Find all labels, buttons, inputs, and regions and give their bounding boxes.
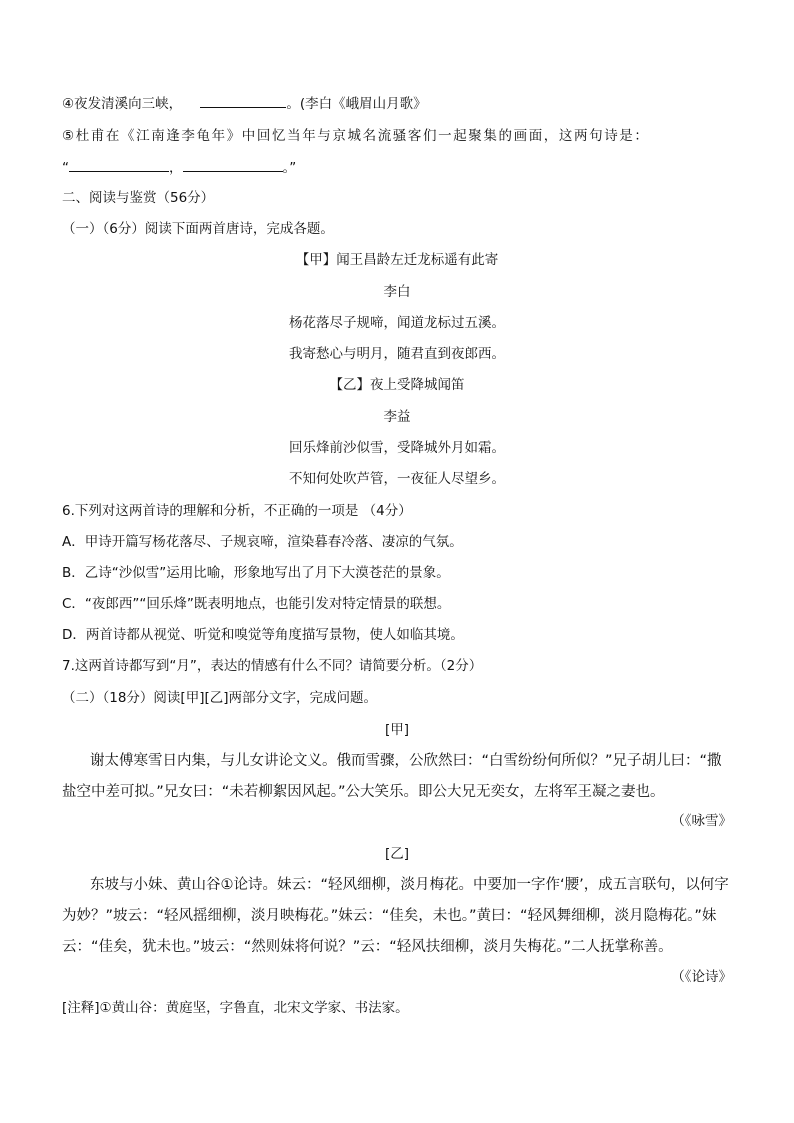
part2-intro: （二）（18分）阅读[甲][乙]两部分文字，完成问题。: [62, 690, 377, 706]
part1-intro: （一）（6分）阅读下面两首唐诗，完成各题。: [62, 221, 334, 237]
section-title: 二、阅读与鉴赏（56分）: [62, 190, 215, 206]
poem-jia-title: 【甲】闻王昌龄左迁龙标遥有此寄: [295, 252, 499, 268]
option-d[interactable]: D．两首诗都从视觉、听觉和嗅觉等角度描写景物，使人如临其境。: [62, 627, 464, 643]
q4-suffix: 。(李白《峨眉山月歌》: [286, 96, 427, 112]
poem-yi-line: 回乐烽前沙似雪，受降城外月如霜。: [289, 440, 505, 456]
option-c[interactable]: C．“夜郎西”“回乐烽”既表明地点，也能引发对特定情景的联想。: [62, 596, 451, 612]
text-jia-source: （《咏雪》: [671, 813, 732, 829]
poem-yi-author: 李益: [383, 409, 411, 425]
question-6-stem: 6.下列对这两首诗的理解和分析，不正确的一项是 （4分）: [62, 503, 412, 519]
close-quote: 。”: [282, 160, 297, 176]
option-a[interactable]: A．甲诗开篇写杨花落尽、子规哀啼，渲染暮春冷落、凄凉的气氛。: [62, 534, 463, 550]
poem-yi-title: 【乙】夜上受降城闻笛: [329, 377, 465, 393]
question-5-line1: ⑤杜甫在《江南逢李龟年》中回忆当年与京城名流骚客们一起聚集的画面，这两句诗是：: [62, 128, 650, 144]
text-jia-body: 谢太傅寒雪日内集，与儿女讲论文义。俄而雪骤，公欣然曰：“白雪纷纷何所似？”兄子胡儿曰：“撒盐空中差可拟。”兄女曰：“未若柳絮因风起。”公大笑乐。即公大兄无奕女，左将军王凝之妻也。: [62, 753, 722, 800]
poem-jia-line: 杨花落尽子规啼，闻道龙标过五溪。: [289, 315, 505, 331]
question-5-line2: [62, 157, 732, 178]
question-7-stem: 7.这两首诗都写到“月”，表达的情感有什么不同？请简要分析。（2分）: [62, 658, 483, 674]
poem-yi-line: 不知何处吹芦管，一夜征人尽望乡。: [289, 471, 505, 487]
answer-blank[interactable]: [200, 93, 286, 108]
text-yi-body: 东坡与小妹、黄山谷①论诗。妹云：“轻风细柳，淡月梅花。中要加一字作‘腰’，成五言联句，以何字为妙？”坡云：“轻风摇细柳，淡月映梅花。”妹云：“佳矣，未也。”黄曰：“轻风舞细柳，淡月隐梅花。”妹云：“佳矣，犹未也。”坡云：“然则妹将何说？”云：“轻风扶细柳，淡月失梅花。”二人抚掌称善。: [62, 877, 729, 955]
poem-jia-line: 我寄愁心与明月，随君直到夜郎西。: [289, 346, 505, 362]
question-4: [62, 93, 732, 114]
q4-prefix: ④夜发清溪向三峡，: [62, 96, 183, 112]
text-yi-source: （《论诗》: [671, 969, 732, 985]
annotation-note: [注释]①黄山谷：黄庭坚，字鲁直，北宋文学家、书法家。: [62, 1000, 409, 1016]
option-b[interactable]: B．乙诗“沙似雪”运用比喻，形象地写出了月下大漠苍茫的景象。: [62, 565, 450, 581]
text-jia-label: [甲]: [384, 722, 410, 738]
comma: ，: [169, 160, 183, 176]
answer-blank[interactable]: [69, 157, 169, 172]
open-quote: “: [62, 160, 69, 176]
poem-jia-author: 李白: [383, 284, 411, 300]
text-yi-label: [乙]: [384, 846, 410, 862]
answer-blank[interactable]: [183, 157, 283, 172]
